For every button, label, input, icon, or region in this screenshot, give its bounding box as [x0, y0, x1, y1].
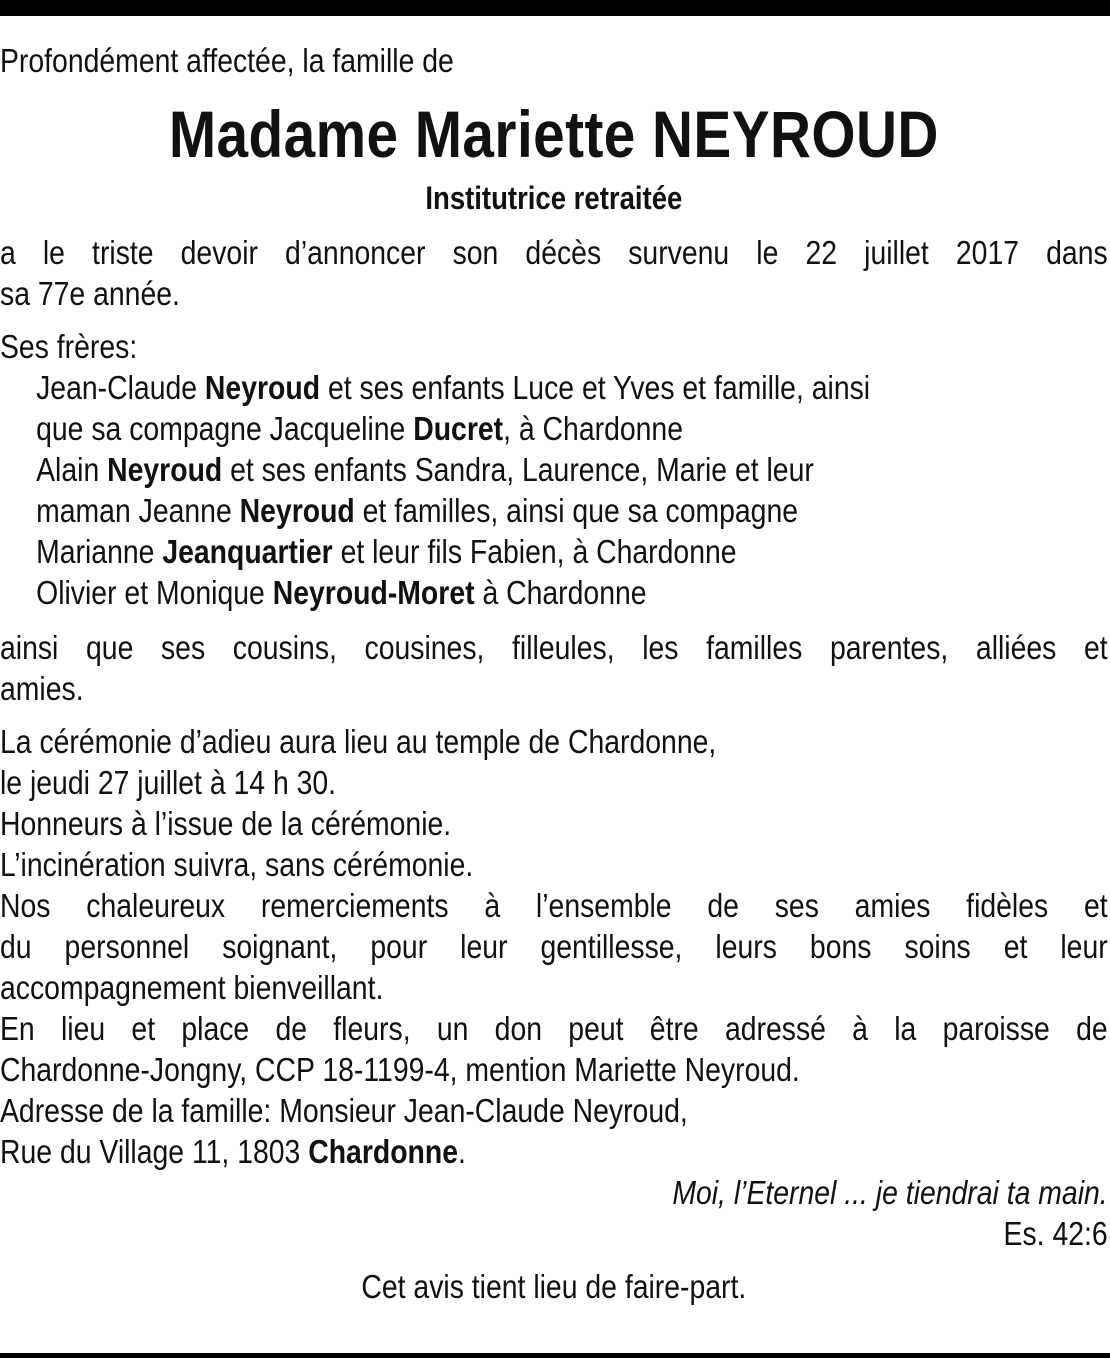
family-line-6 — [0, 572, 1108, 613]
intro-line: Profondément affectée, la famille de — [0, 42, 454, 79]
deceased-profession: Institutrice retraitée — [425, 180, 683, 216]
address-text: Rue du Village 11, 1803 — [0, 1133, 309, 1170]
family-text: et familles, ainsi que sa compagne — [354, 492, 799, 529]
family-text: Olivier et Monique — [36, 574, 273, 611]
family-line-1 — [0, 367, 1108, 408]
honours-line: Honneurs à l’issue de la cérémonie. — [0, 805, 452, 842]
family-text: que sa compagne Jacqueline — [36, 410, 414, 447]
address-text: . — [458, 1133, 466, 1170]
family-line-3 — [0, 449, 1108, 490]
closing-line: Cet avis tient lieu de faire-part. — [361, 1268, 747, 1305]
family-line-2 — [0, 408, 1108, 449]
thanks-line-3: accompagnement bienveillant. — [0, 969, 384, 1006]
thanks-line-1: Nos chaleureux remerciements à l’ensemble de ses amies fidèles et — [0, 887, 1108, 924]
family-text: maman Jeanne — [36, 492, 240, 529]
family-text: à Chardonne — [474, 574, 647, 611]
announce-line-1: a le triste devoir d’annoncer son décès survenu le 22 juillet 2017 dans — [0, 234, 1108, 271]
relatives-line-1: ainsi que ses cousins, cousines, filleules, les familles parentes, alliées et — [0, 629, 1108, 666]
announce-line-2: sa 77e année. — [0, 275, 180, 312]
bible-reference: Es. 42:6 — [1003, 1215, 1108, 1252]
top-rule — [0, 0, 1110, 16]
cremation-line: L’incinération suivra, sans cérémonie. — [0, 846, 474, 883]
family-surname: Neyroud — [107, 451, 223, 488]
family-text: Marianne — [36, 533, 163, 570]
relatives-line-2: amies. — [0, 670, 84, 707]
thanks-line-2: du personnel soignant, pour leur gentillesse, leurs bons soins et leur — [0, 928, 1108, 965]
family-surname: Ducret — [413, 410, 504, 447]
address-line-2 — [0, 1131, 1108, 1172]
bottom-rule — [0, 1353, 1110, 1358]
family-text: Jean-Claude — [36, 369, 205, 406]
family-surname: Neyroud-Moret — [272, 574, 475, 611]
family-surname: Jeanquartier — [162, 533, 333, 570]
family-text: , à Chardonne — [503, 410, 683, 447]
donation-line-2: Chardonne-Jongny, CCP 18-1199-4, mention Mariette Neyroud. — [0, 1051, 800, 1088]
address-line-1: Adresse de la famille: Monsieur Jean-Claude Neyroud, — [0, 1092, 688, 1129]
brothers-heading: Ses frères: — [0, 328, 138, 365]
family-text: Alain — [36, 451, 108, 488]
ceremony-line-2: le jeudi 27 juillet à 14 h 30. — [0, 764, 337, 801]
family-text: et ses enfants Luce et Yves et famille, ainsi — [320, 369, 871, 406]
family-line-4 — [0, 490, 1108, 531]
donation-line-1: En lieu et place de fleurs, un don peut être adressé à la paroisse de — [0, 1010, 1108, 1047]
family-text: et ses enfants Sandra, Laurence, Marie et leur — [222, 451, 814, 488]
deceased-name: Madame Mariette NEYROUD — [168, 97, 939, 171]
address-town: Chardonne — [308, 1133, 459, 1170]
bible-quote: Moi, l’Eternel ... je tiendrai ta main. — [672, 1174, 1108, 1211]
family-surname: Neyroud — [204, 369, 321, 406]
family-surname: Neyroud — [239, 492, 355, 529]
family-text: et leur fils Fabien, à Chardonne — [332, 533, 737, 570]
ceremony-line-1: La cérémonie d’adieu aura lieu au temple de Chardonne, — [0, 723, 717, 760]
notice-body — [0, 40, 1108, 1307]
family-line-5 — [0, 531, 1108, 572]
